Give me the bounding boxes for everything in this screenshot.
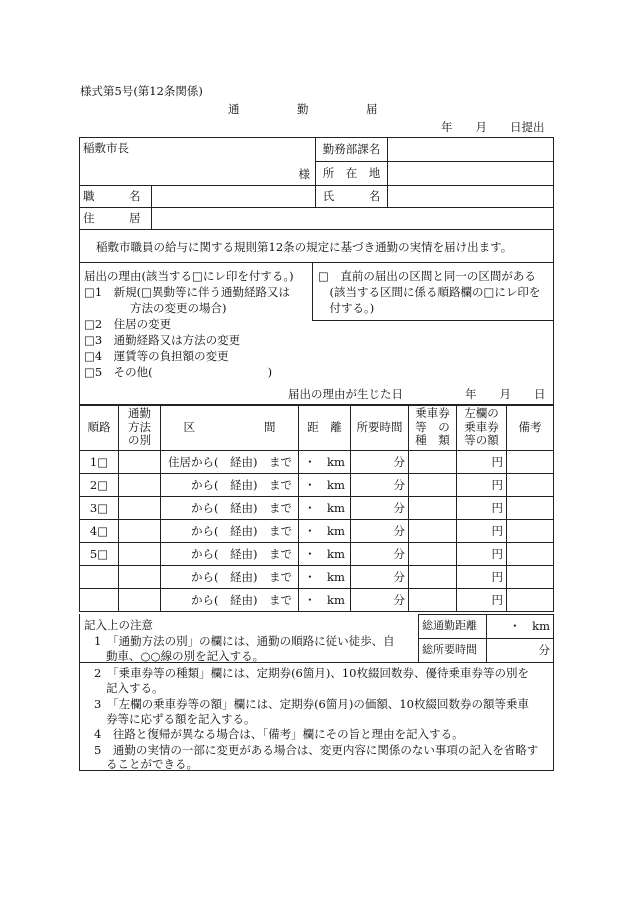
route-remarks[interactable]: [507, 451, 554, 474]
form-id: 様式第5号(第12条関係): [80, 84, 203, 98]
address-field[interactable]: [388, 162, 554, 186]
th-remarks: 備考: [507, 405, 554, 451]
section-from: から(: [191, 477, 219, 492]
form-title: 通 勤 届: [228, 102, 378, 116]
section-to: まで: [269, 500, 292, 515]
route-time[interactable]: 分: [351, 543, 409, 566]
route-method[interactable]: [119, 589, 161, 612]
route-distance[interactable]: ・ km: [299, 451, 351, 474]
route-amount[interactable]: 円: [457, 566, 507, 589]
totals-table: [418, 614, 554, 663]
route-distance[interactable]: ・ km: [299, 497, 351, 520]
section-to: まで: [269, 546, 292, 561]
route-remarks[interactable]: [507, 543, 554, 566]
position-field[interactable]: [152, 186, 316, 208]
route-amount[interactable]: 円: [457, 474, 507, 497]
th-section: 区 間: [161, 405, 299, 451]
section-from: から(: [191, 500, 219, 515]
dept-field[interactable]: [388, 138, 554, 162]
th-ticket-type: 乗車券 等 の 種 類: [409, 405, 457, 451]
route-method[interactable]: [119, 497, 161, 520]
total-time-label: 総所要時間: [419, 639, 487, 663]
reason-item-5[interactable]: □5 その他( ): [84, 365, 273, 379]
route-method[interactable]: [119, 566, 161, 589]
position-label: 職 名: [80, 186, 152, 208]
note-4: 4 往路と復帰が異なる場合は、「備考」欄にその旨と理由を記入する。: [94, 727, 464, 741]
applicant-info-table: [79, 137, 554, 186]
route-distance[interactable]: ・ km: [299, 520, 351, 543]
same-route-line-1[interactable]: □ 直前の届出の区間と同一の区間がある: [318, 269, 536, 283]
route-order[interactable]: 1□: [80, 451, 119, 474]
note-1b: 動車、○○線の別を記入する。: [106, 649, 265, 663]
route-remarks[interactable]: [507, 566, 554, 589]
addressee-cell: [80, 138, 316, 186]
section-via: 経由): [230, 500, 258, 515]
note-5a: 5 通勤の実情の一部に変更がある場合は、変更内容に関係のない事項の記入を省略す: [94, 743, 539, 757]
section-via: 経由): [230, 569, 258, 584]
route-amount[interactable]: 円: [457, 497, 507, 520]
section-via: 経由): [230, 477, 258, 492]
name-field[interactable]: [388, 186, 554, 208]
same-route-line-2: (該当する区間に係る順路欄の□にレ印を: [318, 285, 541, 299]
route-table: [79, 404, 554, 612]
dept-label: 勤務部課名: [316, 138, 388, 162]
note-5b: ることができる。: [106, 757, 198, 771]
route-distance[interactable]: ・ km: [299, 474, 351, 497]
total-distance-label: 総通勤距離: [419, 615, 487, 639]
notes-header: 記入上の注意: [84, 618, 153, 632]
residence-label: 住 居: [80, 208, 152, 230]
residence-field[interactable]: [152, 208, 554, 230]
route-distance[interactable]: ・ km: [299, 589, 351, 612]
section-via: 経由): [230, 523, 258, 538]
route-section[interactable]: [161, 543, 299, 566]
route-method[interactable]: [119, 520, 161, 543]
section-via: 経由): [230, 546, 258, 561]
route-method[interactable]: [119, 451, 161, 474]
table-row: [80, 451, 554, 474]
note-2b: 記入する。: [106, 681, 164, 695]
th-ticket-amount: 左欄の 乗車券 等の額: [457, 405, 507, 451]
route-section[interactable]: [161, 451, 299, 474]
route-amount[interactable]: 円: [457, 589, 507, 612]
th-time: 所要時間: [351, 405, 409, 451]
total-distance-value[interactable]: ・ km: [487, 615, 554, 639]
route-order[interactable]: 5□: [80, 543, 119, 566]
route-time[interactable]: 分: [351, 474, 409, 497]
table-row: [80, 543, 554, 566]
note-3b: 券等に応ずる額を記入する。: [106, 712, 256, 726]
route-order[interactable]: [80, 566, 119, 589]
route-time[interactable]: 分: [351, 520, 409, 543]
section-from: から(: [191, 569, 219, 584]
route-amount[interactable]: 円: [457, 520, 507, 543]
section-from: 住居から(: [168, 454, 219, 469]
route-remarks[interactable]: [507, 520, 554, 543]
route-ticket-type[interactable]: [409, 566, 457, 589]
section-via: 経由): [230, 592, 258, 607]
route-time[interactable]: 分: [351, 589, 409, 612]
route-time[interactable]: 分: [351, 566, 409, 589]
route-ticket-type[interactable]: [409, 520, 457, 543]
section-to: まで: [269, 592, 292, 607]
addressee: 稲敷市長: [83, 141, 129, 155]
reason-item-4[interactable]: □4 運賃等の負担額の変更: [84, 349, 229, 363]
section-from: から(: [191, 523, 219, 538]
route-ticket-type[interactable]: [409, 543, 457, 566]
route-section[interactable]: [161, 474, 299, 497]
route-amount[interactable]: 円: [457, 451, 507, 474]
note-3a: 3 「左欄の乗車券等の額」欄には、定期券(6箇月)の価額、10枚綴回数券の額等乗車: [94, 697, 529, 711]
table-row: [80, 566, 554, 589]
position-name-table: [79, 185, 554, 230]
route-time[interactable]: 分: [351, 497, 409, 520]
declaration-text: 稲敷市職員の給与に関する規則第12条の規定に基づき通勤の実情を届け出ます。: [96, 240, 513, 254]
route-order[interactable]: 3□: [80, 497, 119, 520]
section-from: から(: [191, 546, 219, 561]
route-method[interactable]: [119, 543, 161, 566]
section-to: まで: [269, 477, 292, 492]
reason-item-1-cont: 方法の変更の場合): [84, 301, 227, 315]
section-to: まで: [269, 569, 292, 584]
route-remarks[interactable]: [507, 497, 554, 520]
reason-item-3[interactable]: □3 通勤経路又は方法の変更: [84, 333, 241, 347]
route-order[interactable]: [80, 589, 119, 612]
route-ticket-type[interactable]: [409, 589, 457, 612]
table-row: [80, 589, 554, 612]
section-to: まで: [269, 523, 292, 538]
section-from: から(: [191, 592, 219, 607]
route-section[interactable]: [161, 520, 299, 543]
route-section[interactable]: [161, 566, 299, 589]
table-row: [80, 520, 554, 543]
route-remarks[interactable]: [507, 474, 554, 497]
route-amount[interactable]: 円: [457, 543, 507, 566]
route-ticket-type[interactable]: [409, 497, 457, 520]
note-2a: 2 「乗車券等の種類」欄には、定期券(6箇月)、10枚綴回数券、優待乗車券等の別を: [94, 666, 529, 680]
table-row: [80, 474, 554, 497]
route-section[interactable]: [161, 497, 299, 520]
submission-date: 年 月 日提出: [441, 120, 545, 134]
route-ticket-type[interactable]: [409, 474, 457, 497]
route-method[interactable]: [119, 474, 161, 497]
note-1a: 1 「通勤方法の別」の欄には、通勤の順路に従い徒歩、自: [94, 634, 395, 648]
route-time[interactable]: 分: [351, 451, 409, 474]
route-distance[interactable]: ・ km: [299, 566, 351, 589]
route-ticket-type[interactable]: [409, 451, 457, 474]
section-via: 経由): [230, 454, 258, 469]
reason-item-2[interactable]: □2 住居の変更: [84, 317, 172, 331]
reason-header: 届出の理由(該当する□にレ印を付する。): [84, 269, 294, 283]
table-row: [80, 497, 554, 520]
total-time-value[interactable]: 分: [487, 639, 554, 663]
route-remarks[interactable]: [507, 589, 554, 612]
route-distance[interactable]: ・ km: [299, 543, 351, 566]
th-distance: 距 離: [299, 405, 351, 451]
occurred-date-label: 届出の理由が生じた日: [288, 387, 403, 401]
occurred-date[interactable]: 年 月 日: [465, 387, 546, 401]
route-order[interactable]: 4□: [80, 520, 119, 543]
th-method: 通勤 方法 の別: [119, 405, 161, 451]
address-label: 所 在 地: [316, 162, 388, 186]
route-section[interactable]: [161, 589, 299, 612]
route-order[interactable]: 2□: [80, 474, 119, 497]
name-label: 氏 名: [316, 186, 388, 208]
sama-label: 様: [298, 167, 310, 182]
th-order: 順路: [80, 405, 119, 451]
same-route-line-3: 付する。): [318, 301, 375, 315]
reason-item-1[interactable]: □1 新規(□異動等に伴う通勤経路又は: [84, 285, 291, 299]
section-to: まで: [269, 454, 292, 469]
